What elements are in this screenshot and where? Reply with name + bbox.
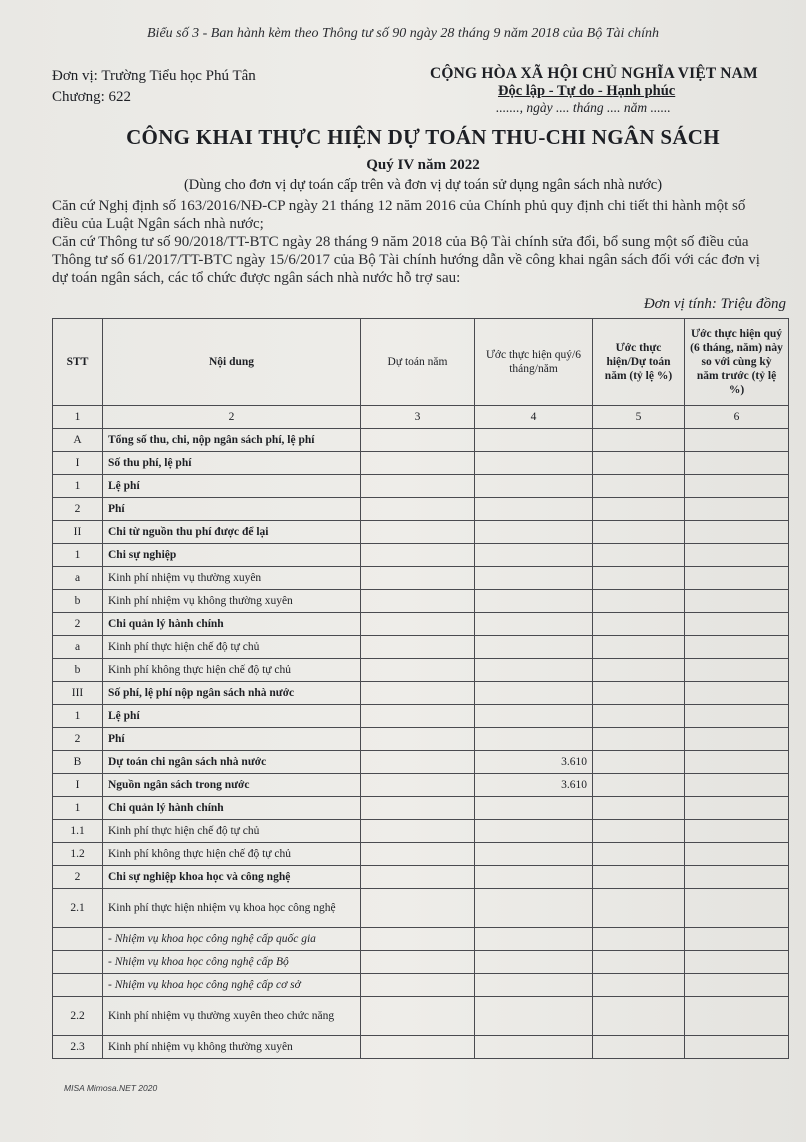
row-estimated-execution — [475, 636, 593, 659]
row-ratio-estimate — [593, 475, 685, 498]
row-annual-estimate — [361, 797, 475, 820]
row-annual-estimate — [361, 613, 475, 636]
row-content: - Nhiệm vụ khoa học công nghệ cấp cơ sở — [103, 974, 361, 997]
header-stt: STT — [53, 319, 103, 406]
row-stt: 1.1 — [53, 820, 103, 843]
row-stt: b — [53, 659, 103, 682]
row-ratio-same-period — [685, 797, 789, 820]
row-annual-estimate — [361, 928, 475, 951]
row-annual-estimate — [361, 475, 475, 498]
table-row — [53, 751, 789, 774]
row-ratio-estimate — [593, 951, 685, 974]
unit-name: Đơn vị: Trường Tiểu học Phú Tân — [52, 68, 256, 84]
table-header-row — [53, 319, 789, 406]
column-number: 6 — [685, 406, 789, 429]
row-ratio-estimate — [593, 974, 685, 997]
row-ratio-same-period — [685, 728, 789, 751]
row-ratio-estimate — [593, 636, 685, 659]
row-stt: A — [53, 429, 103, 452]
row-ratio-same-period — [685, 521, 789, 544]
row-stt: I — [53, 452, 103, 475]
legal-basis — [52, 197, 768, 287]
table-row — [53, 613, 789, 636]
row-stt: I — [53, 774, 103, 797]
row-content: Kinh phí thực hiện chế độ tự chủ — [103, 636, 361, 659]
row-estimated-execution — [475, 866, 593, 889]
row-annual-estimate — [361, 659, 475, 682]
table-row — [53, 951, 789, 974]
date-line: ......., ngày .... tháng .... năm ...... — [496, 100, 671, 115]
row-estimated-execution — [475, 613, 593, 636]
table-row — [53, 659, 789, 682]
column-number: 5 — [593, 406, 685, 429]
table-row — [53, 774, 789, 797]
table-row — [53, 928, 789, 951]
column-number: 2 — [103, 406, 361, 429]
row-content: Lệ phí — [103, 705, 361, 728]
table-row — [53, 974, 789, 997]
row-annual-estimate — [361, 843, 475, 866]
form-reference: Biểu số 3 - Ban hành kèm theo Thông tư số 90 ngày 28 tháng 9 năm 2018 của Bộ Tài chính — [147, 26, 659, 41]
table-row — [53, 475, 789, 498]
row-stt: 2 — [53, 866, 103, 889]
report-quarter: Quý IV năm 2022 — [366, 157, 480, 173]
row-ratio-estimate — [593, 429, 685, 452]
table-row — [53, 498, 789, 521]
row-ratio-estimate — [593, 544, 685, 567]
row-stt: a — [53, 567, 103, 590]
row-stt: 1 — [53, 544, 103, 567]
table-row — [53, 636, 789, 659]
national-motto: Độc lập - Tự do - Hạnh phúc — [498, 83, 676, 99]
row-annual-estimate — [361, 820, 475, 843]
row-annual-estimate — [361, 544, 475, 567]
row-ratio-same-period — [685, 751, 789, 774]
row-estimated-execution — [475, 682, 593, 705]
row-estimated-execution — [475, 1036, 593, 1059]
row-content: Chi sự nghiệp khoa học và công nghệ — [103, 866, 361, 889]
row-ratio-same-period — [685, 928, 789, 951]
row-estimated-execution — [475, 928, 593, 951]
national-name: CỘNG HÒA XÃ HỘI CHỦ NGHĨA VIỆT NAM — [430, 65, 758, 82]
row-ratio-estimate — [593, 590, 685, 613]
table-row — [53, 820, 789, 843]
row-content: Kinh phí nhiệm vụ không thường xuyên — [103, 590, 361, 613]
row-stt: 1.2 — [53, 843, 103, 866]
column-number: 1 — [53, 406, 103, 429]
row-ratio-estimate — [593, 705, 685, 728]
table-row — [53, 843, 789, 866]
table-row — [53, 889, 789, 928]
row-annual-estimate — [361, 705, 475, 728]
table-row — [53, 705, 789, 728]
header-estimated-execution: Ước thực hiện quý/6 tháng/năm — [475, 319, 593, 406]
header-content: Nội dung — [103, 319, 361, 406]
row-content: Tổng số thu, chi, nộp ngân sách phí, lệ phí — [103, 429, 361, 452]
unit-of-measure: Đơn vị tính: Triệu đồng — [643, 296, 786, 312]
national-header — [430, 65, 770, 116]
row-ratio-estimate — [593, 820, 685, 843]
row-ratio-estimate — [593, 889, 685, 928]
row-content: Lệ phí — [103, 475, 361, 498]
row-stt: 2 — [53, 498, 103, 521]
table-row — [53, 1036, 789, 1059]
row-estimated-execution — [475, 544, 593, 567]
row-stt: 2 — [53, 613, 103, 636]
row-ratio-estimate — [593, 997, 685, 1036]
row-content: Kinh phí nhiệm vụ thường xuyên theo chức năng — [103, 997, 361, 1036]
row-estimated-execution — [475, 997, 593, 1036]
row-estimated-execution — [475, 797, 593, 820]
row-content: Nguồn ngân sách trong nước — [103, 774, 361, 797]
row-ratio-estimate — [593, 682, 685, 705]
header-ratio-estimate: Ước thực hiện/Dự toán năm (tỷ lệ %) — [593, 319, 685, 406]
row-content: Kinh phí nhiệm vụ không thường xuyên — [103, 1036, 361, 1059]
row-annual-estimate — [361, 567, 475, 590]
row-estimated-execution: 3.610 — [475, 751, 593, 774]
row-ratio-estimate — [593, 521, 685, 544]
row-annual-estimate — [361, 521, 475, 544]
row-estimated-execution — [475, 951, 593, 974]
row-content: Phí — [103, 728, 361, 751]
row-ratio-same-period — [685, 843, 789, 866]
column-number: 4 — [475, 406, 593, 429]
row-annual-estimate — [361, 682, 475, 705]
row-stt — [53, 974, 103, 997]
row-stt: 2.2 — [53, 997, 103, 1036]
row-ratio-estimate — [593, 1036, 685, 1059]
row-estimated-execution — [475, 705, 593, 728]
row-estimated-execution: 3.610 — [475, 774, 593, 797]
table-row — [53, 728, 789, 751]
row-ratio-same-period — [685, 1036, 789, 1059]
row-stt: B — [53, 751, 103, 774]
row-estimated-execution — [475, 498, 593, 521]
row-annual-estimate — [361, 636, 475, 659]
row-ratio-same-period — [685, 475, 789, 498]
row-ratio-estimate — [593, 567, 685, 590]
column-number-row — [53, 406, 789, 429]
row-ratio-same-period — [685, 544, 789, 567]
row-stt: 2.1 — [53, 889, 103, 928]
row-annual-estimate — [361, 452, 475, 475]
issuing-unit — [52, 66, 256, 108]
row-content: - Nhiệm vụ khoa học công nghệ cấp quốc gia — [103, 928, 361, 951]
row-ratio-same-period — [685, 774, 789, 797]
row-content: Chi quản lý hành chính — [103, 613, 361, 636]
row-annual-estimate — [361, 774, 475, 797]
row-estimated-execution — [475, 974, 593, 997]
row-ratio-estimate — [593, 866, 685, 889]
software-footer: MISA Mimosa.NET 2020 — [64, 1083, 158, 1093]
row-stt: 1 — [53, 705, 103, 728]
row-annual-estimate — [361, 997, 475, 1036]
row-ratio-same-period — [685, 590, 789, 613]
row-estimated-execution — [475, 659, 593, 682]
row-annual-estimate — [361, 429, 475, 452]
row-content: Chi quản lý hành chính — [103, 797, 361, 820]
row-content: Kinh phí không thực hiện chế độ tự chủ — [103, 843, 361, 866]
row-stt: 1 — [53, 797, 103, 820]
table-row — [53, 797, 789, 820]
column-number: 3 — [361, 406, 475, 429]
row-content: Số thu phí, lệ phí — [103, 452, 361, 475]
row-ratio-same-period — [685, 820, 789, 843]
row-content: - Nhiệm vụ khoa học công nghệ cấp Bộ — [103, 951, 361, 974]
row-ratio-estimate — [593, 774, 685, 797]
row-estimated-execution — [475, 452, 593, 475]
row-stt: b — [53, 590, 103, 613]
row-ratio-estimate — [593, 498, 685, 521]
row-content: Kinh phí không thực hiện chế độ tự chủ — [103, 659, 361, 682]
row-ratio-same-period — [685, 452, 789, 475]
table-row — [53, 590, 789, 613]
row-stt: II — [53, 521, 103, 544]
table-row — [53, 452, 789, 475]
row-ratio-same-period — [685, 659, 789, 682]
row-stt: 2.3 — [53, 1036, 103, 1059]
table-row — [53, 567, 789, 590]
row-stt: 1 — [53, 475, 103, 498]
row-ratio-same-period — [685, 705, 789, 728]
row-annual-estimate — [361, 974, 475, 997]
row-stt: III — [53, 682, 103, 705]
row-ratio-same-period — [685, 636, 789, 659]
row-content: Số phí, lệ phí nộp ngân sách nhà nước — [103, 682, 361, 705]
row-content: Phí — [103, 498, 361, 521]
row-ratio-estimate — [593, 613, 685, 636]
row-ratio-same-period — [685, 567, 789, 590]
row-estimated-execution — [475, 843, 593, 866]
row-annual-estimate — [361, 751, 475, 774]
legal-basis-circular: Căn cứ Thông tư số 90/2018/TT-BTC ngày 28 tháng 9 năm 2018 của Bộ Tài chính sửa đổi, bổ sung một số điều của Thông tư số 61/2017/TT-BTC ngày 15/6/2017 của Bộ Tài chính hướng dẫn về công khai ngân sách đối với các đơn vị dự toán ngân sách, các tổ chức được ngân sách nhà nước hỗ trợ sau: — [52, 234, 760, 286]
row-annual-estimate — [361, 498, 475, 521]
row-ratio-same-period — [685, 889, 789, 928]
row-ratio-estimate — [593, 659, 685, 682]
page-title: CÔNG KHAI THỰC HIỆN DỰ TOÁN THU-CHI NGÂN SÁCH — [126, 125, 720, 149]
row-ratio-estimate — [593, 751, 685, 774]
row-ratio-estimate — [593, 797, 685, 820]
row-estimated-execution — [475, 728, 593, 751]
table-row — [53, 866, 789, 889]
row-annual-estimate — [361, 1036, 475, 1059]
table-row — [53, 544, 789, 567]
row-stt: 2 — [53, 728, 103, 751]
row-content: Chi sự nghiệp — [103, 544, 361, 567]
table-row — [53, 997, 789, 1036]
row-estimated-execution — [475, 567, 593, 590]
row-estimated-execution — [475, 889, 593, 928]
row-stt: a — [53, 636, 103, 659]
table-row — [53, 682, 789, 705]
row-ratio-same-period — [685, 997, 789, 1036]
row-annual-estimate — [361, 590, 475, 613]
row-content: Kinh phí thực hiện chế độ tự chủ — [103, 820, 361, 843]
row-annual-estimate — [361, 951, 475, 974]
header-ratio-same-period: Ước thực hiện quý (6 tháng, năm) này so với cùng kỳ năm trước (tỷ lệ %) — [685, 319, 789, 406]
row-ratio-estimate — [593, 928, 685, 951]
row-ratio-same-period — [685, 498, 789, 521]
row-annual-estimate — [361, 728, 475, 751]
table-row — [53, 429, 789, 452]
row-ratio-estimate — [593, 452, 685, 475]
row-ratio-same-period — [685, 429, 789, 452]
row-stt — [53, 951, 103, 974]
row-estimated-execution — [475, 475, 593, 498]
row-ratio-same-period — [685, 682, 789, 705]
header-annual-estimate: Dự toán năm — [361, 319, 475, 406]
row-ratio-estimate — [593, 728, 685, 751]
row-annual-estimate — [361, 866, 475, 889]
row-ratio-same-period — [685, 613, 789, 636]
row-stt — [53, 928, 103, 951]
chapter-code: Chương: 622 — [52, 89, 131, 105]
row-estimated-execution — [475, 820, 593, 843]
row-ratio-same-period — [685, 866, 789, 889]
row-ratio-estimate — [593, 843, 685, 866]
row-ratio-same-period — [685, 974, 789, 997]
row-content: Kinh phí nhiệm vụ thường xuyên — [103, 567, 361, 590]
report-subtitle: (Dùng cho đơn vị dự toán cấp trên và đơn vị dự toán sử dụng ngân sách nhà nước) — [183, 177, 663, 193]
row-content: Kinh phí thực hiện nhiệm vụ khoa học công nghệ — [103, 889, 361, 928]
row-content: Chi từ nguồn thu phí được để lại — [103, 521, 361, 544]
row-estimated-execution — [475, 521, 593, 544]
row-content: Dự toán chi ngân sách nhà nước — [103, 751, 361, 774]
row-estimated-execution — [475, 590, 593, 613]
budget-table — [52, 318, 789, 1059]
row-ratio-same-period — [685, 951, 789, 974]
legal-basis-decree: Căn cứ Nghị định số 163/2016/NĐ-CP ngày 21 tháng 12 năm 2016 của Chính phủ quy định chi tiết thi hành một số điều của Luật Ngân sách nhà nước; — [52, 198, 746, 232]
row-estimated-execution — [475, 429, 593, 452]
table-row — [53, 521, 789, 544]
row-annual-estimate — [361, 889, 475, 928]
